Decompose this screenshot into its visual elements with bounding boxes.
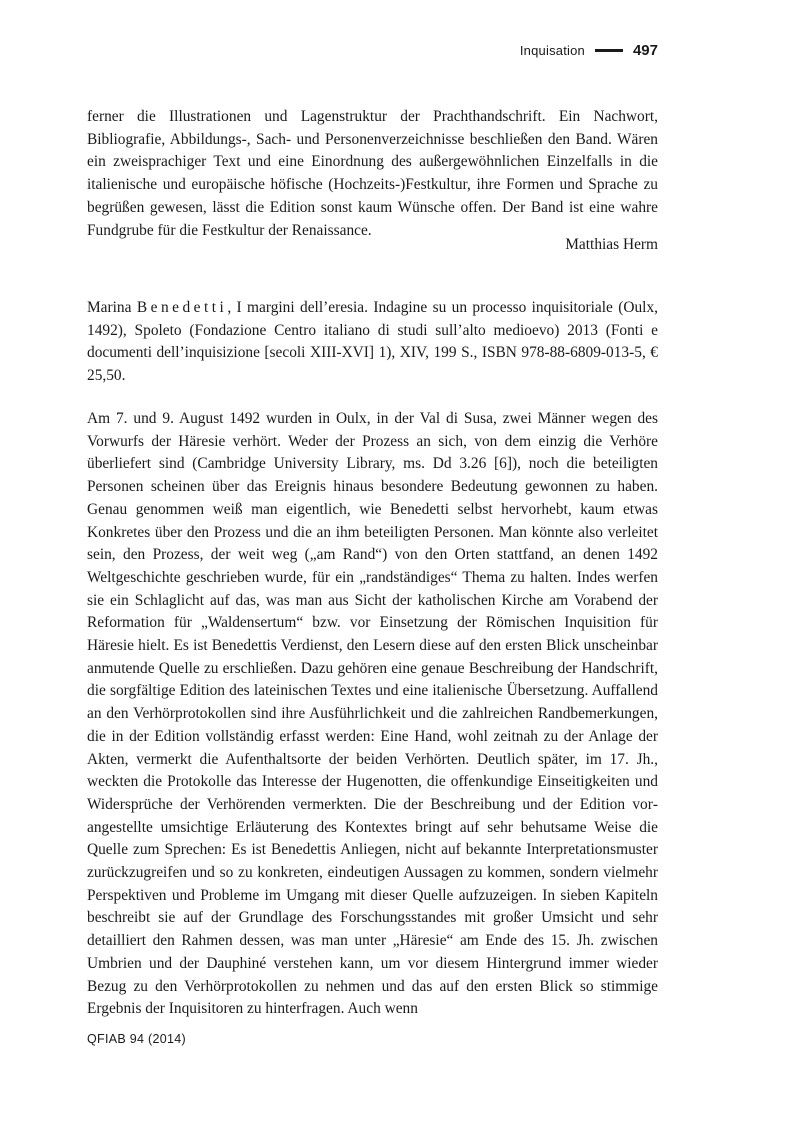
review-paragraph: Am 7. und 9. August 1492 wurden in Oulx, in der Val di Susa, zwei Männer wegen des Vorwurfs der Häresie verhört. Weder der Prozess an sich, von dem einzig die Verhöre überliefert sind (Cambridge University Library, ms. Dd 3.26 [6]), noch die beteiligten Personen scheinen über das Ereignis hinaus besondere Bedeutung gewonnen zu haben. Genau genommen weiß man eigentlich, wie Benedetti selbst hervorhebt, kaum etwas Konkretes über den Prozess und die an ihm beteiligten Personen. Man könnte also verleitet sein, den Prozess, der weit weg („am Rand“) von den Orten stattfand, an denen 1492 Weltgeschichte geschrieben wurde, für ein „randständiges“ Thema zu halten. Indes werfen sie ein Schlaglicht auf das, was man aus Sicht der katholischen Kirche am Vorabend der Reformation für „Waldensertum“ bzw. vor Einsetzung der Römischen Inquisition für Häresie hielt. Es ist Benedettis Verdienst, den Lesern diese auf den ersten Blick unscheinbar anmutende Quelle zu erschließen. Dazu gehören eine genaue Beschreibung der Handschrift, die sorgfältige Edition des lateinischen Textes und eine italienische Übersetzung. Auffallend an den Verhörprotokollen sind ihre Ausführlichkeit und die zahlreichen Randbemerkungen, die in der Edition vollständig erfasst werden: Eine Hand, wohl zeitnah zu der Anlage der Akten, vermerkt die Aufenthaltsorte der beiden Verhörten. Deutlich später, im 17. Jh., weckten die Protokolle das Interesse der Hugenotten, die offenkundige Einseitigkeiten und Widersprüche der Verhörenden vermerkten. Die der Beschreibung und der Edition vorangestellte umsichtige Erläuterung des Kontextes bringt auf sehr behutsame Weise die Quelle zum Sprechen: Es ist Benedettis Anliegen, nicht auf bekannte Interpretationsmuster zurückzugreifen und so zu konkreten, eindeutigen Aussagen zu kommen, sondern vielmehr Perspektiven und Probleme im Umgang mit dieser Quelle aufzuzeigen. In sieben Kapiteln beschreibt sie auf der Grundlage des Forschungsstandes mit großer Umsicht und sehr detailliert den Rahmen dessen, was man unter „Häresie“ am Ende des 15. Jh. zwischen Umbrien und der Dauphiné verstehen kann, um vor diesem Hintergrund immer wieder Bezug zu den Verhörprotokollen zu nehmen und das auf den ersten Blick so stimmige Ergebnis der Inquisitoren zu hinterfragen. Auch wenn: [87, 410, 658, 1018]
author-first-name: Marina: [87, 299, 132, 316]
running-header: [520, 42, 658, 59]
journal-footer: QFIAB 94 (2014): [87, 1032, 186, 1046]
page-number: 497: [632, 42, 658, 59]
bibliographic-entry: [87, 297, 658, 388]
reviewer-signature: Matthias Herm: [565, 236, 658, 253]
running-title: Inquisation: [519, 43, 585, 58]
author-last-name: Benedetti: [136, 299, 228, 316]
review-paragraph-end: ferner die Illustrationen und Lagenstruktur der Prachthandschrift. Ein Nachwort, Bibliografie, Abbildungs-, Sach- und Personenverzeichnisse beschließen den Band. Wären ein zweisprachiger Text und eine Einordnung des außergewöhnlichen Einzelfalls in die italienische und europäische höfische (Hochzeits-)Festkultur, ihre Formen und Sprache zu begrüßen gewesen, lässt die Edition sonst kaum Wünsche offen. Der Band ist eine wahre Fundgrube für die Festkultur der Renaissance.: [87, 108, 658, 239]
citation: , I margini dell’eresia. Indagine su un processo inquisitoriale (Oulx, 1492), Spoleto (Fondazione Centro italiano di studi sull’alto medioevo) 2013 (Fonti e documenti dell’inquisizione [secoli XIII-XVI] 1), XIV, 199 S., ISBN 978-88-6809-013-5, € 25,50.: [87, 299, 658, 385]
header-rule: [595, 49, 623, 52]
